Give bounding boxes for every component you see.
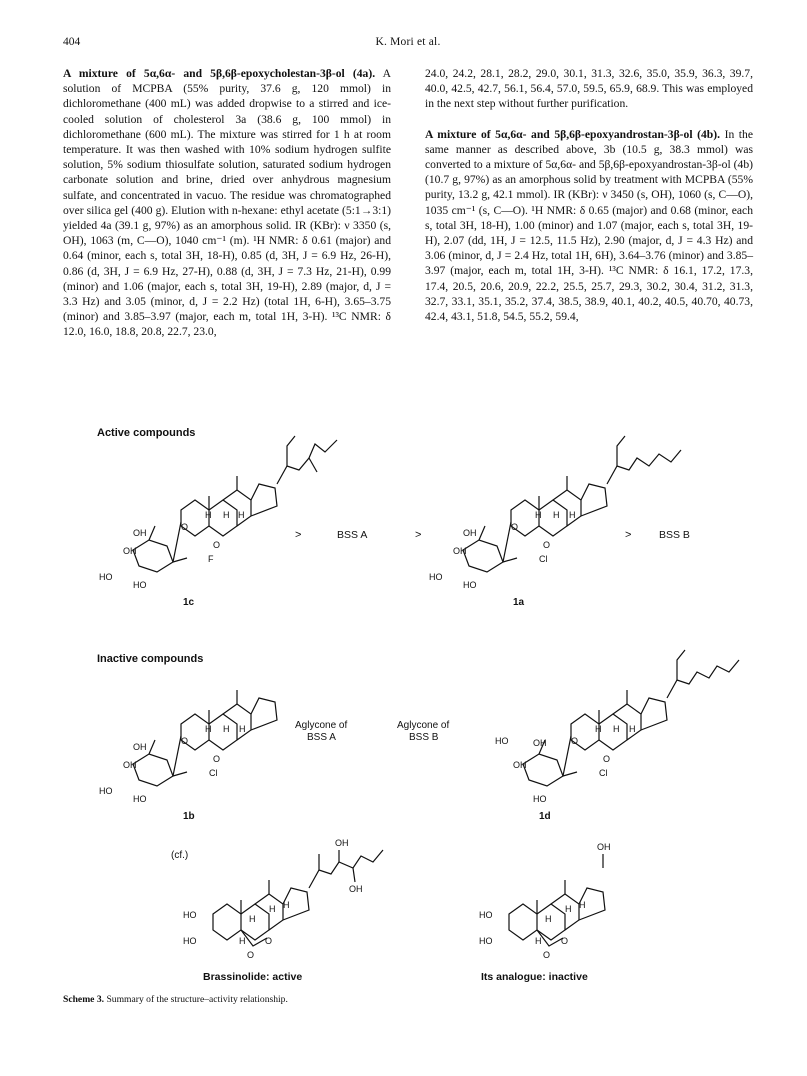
- atom-o: O: [571, 736, 579, 746]
- brassinolide-label: Brassinolide: active: [203, 971, 303, 983]
- atom-h: H: [283, 900, 290, 910]
- atom-oh: OH: [349, 884, 363, 894]
- scheme-svg: [63, 422, 753, 1007]
- atom-h: H: [223, 510, 230, 520]
- inactive-heading: Inactive compounds: [97, 653, 204, 665]
- atom-o: O: [181, 736, 189, 746]
- paragraph-body: A solution of MCPBA (55% purity, 37.6 g, 120 mmol) in dichloromethane (400 mL) was added dropwise to a stirred and ice-cooled solution of cholesterol 3a (38.6 g, 100 mmol) in dichloromethane (600 mL). The mixture was stirred for 1 h at room temperature. It was then washed with 10% sodium hydrogen sulfite solution, 5% sodium thiosulfate solution, saturated sodium hydrogen carbonate solution and brine, dried over anhydrous magnesium sulfate, and concentrated in vacuo. The residue was chromatographed over silica gel (400 g). Elution with n-hexane: ethyl acetate (5:1→3:1) yielded 4a (39.1 g, 97%) as an amorphous solid. IR (KBr): ν 3350 (s, OH), 1063 (m, C—O), 1040 cm⁻¹ (m). ¹H NMR: δ 0.61 (major) and 0.64 (minor, each s, total 3H, 18-H), 0.85 (d, 3H, J = 6.9 Hz, 26-H), 0.86 (d, 3H, J = 6.9 Hz, 27-H), 0.88 (d, 3H, J = 7.3 Hz, 21-H), 0.99 (minor) and 1.06 (major, each s, total 3H, 19-H), 2.89 (major, d, J = 3.3 Hz) and 3.05 (minor, d, J = 2.2 Hz) (total 1H, 6-H), 3.65–3.75 (minor) and 3.85–3.97 (major, each m, total 1H, 3-H). ¹³C NMR: δ 12.0, 16.0, 18.8, 20.8, 22.7, 23.0,: [63, 67, 391, 339]
- atom-oh: OH: [513, 760, 527, 770]
- atom-o: O: [247, 950, 255, 960]
- atom-h: H: [239, 936, 246, 946]
- atom-oh: OH: [133, 528, 147, 538]
- atom-o: O: [213, 540, 221, 550]
- atom-oh: OH: [463, 528, 477, 538]
- atom-ho: HO: [463, 580, 477, 590]
- gt-sign: >: [625, 529, 632, 541]
- atom-f: F: [208, 554, 214, 564]
- atom-h: H: [223, 724, 230, 734]
- aglycone-a-line1: Aglycone of: [295, 720, 348, 731]
- atom-o: O: [603, 754, 611, 764]
- atom-h: H: [569, 510, 576, 520]
- right-column: [425, 66, 753, 324]
- atom-h: H: [239, 724, 246, 734]
- structure-1c: [99, 436, 337, 608]
- atom-h: H: [249, 914, 256, 924]
- atom-oh: OH: [123, 546, 137, 556]
- gt-sign: >: [295, 529, 302, 541]
- atom-o: O: [181, 522, 189, 532]
- atom-oh: OH: [533, 738, 547, 748]
- atom-oh: OH: [133, 742, 147, 752]
- running-title: K. Mori et al.: [375, 36, 441, 48]
- atom-ho: HO: [99, 572, 113, 582]
- atom-ho: HO: [99, 786, 113, 796]
- label-1b: 1b: [183, 811, 195, 822]
- atom-h: H: [238, 510, 245, 520]
- atom-ho: HO: [533, 794, 547, 804]
- paragraph-body: In the same manner as described above, 3b (10.5 g, 38.3 mmol) was converted to a mixture of 5α,6α- and 5β,6β-epoxyandrostan-3β-ol (4b) (10.7 g, 97%) as an amorphous solid by treatment with MCPBA (55% purity, 13.2 g, 42.1 mmol). IR (KBr): ν 3450 (s, OH), 1060 (s, C—O), 1035 cm⁻¹ (s, C—O). ¹H NMR: δ 0.65 (major) and 0.68 (minor, each s, total 3H, 18-H), 1.00 (minor) and 1.07 (major, each s, total 3H, 19-H), 2.07 (dd, 1H, J = 12.5, 11.5 Hz), 2.90 (major, d, J = 4.3 Hz) and 3.06 (minor, d, J = 2.4 Hz, total 1H, 6H), 3.64–3.76 (minor) and 3.85–3.97 (major, each m, total 1H, 3-H). ¹³C NMR: δ 16.1, 17.2, 17.3, 17.4, 20.5, 20.6, 20.9, 22.2, 25.5, 25.7, 29.3, 30.2, 30.4, 31.2, 31.3, 32.7, 33.1, 35.1, 35.2, 37.4, 38.5, 38.9, 40.1, 40.2, 40.5, 40.70, 40.73, 42.4, 43.1, 51.8, 54.5, 55.2, 59.4,: [425, 127, 753, 324]
- atom-h: H: [579, 900, 586, 910]
- paragraph-title: A mixture of 5α,6α- and 5β,6β-epoxyandrostan-3β-ol (4b).: [425, 127, 720, 141]
- structure-analogue: [479, 842, 611, 983]
- bss-b-label: BSS B: [659, 529, 690, 541]
- atom-oh: OH: [335, 838, 349, 848]
- atom-o: O: [213, 754, 221, 764]
- atom-h: H: [205, 510, 212, 520]
- cf-label: (cf.): [171, 850, 189, 861]
- bss-a-label: BSS A: [337, 529, 368, 541]
- paragraph-continued: 24.0, 24.2, 28.1, 28.2, 29.0, 30.1, 31.3, 32.6, 35.0, 35.9, 36.3, 39.7, 40.0, 42.5, 42.7, 56.1, 56.4, 57.0, 59.5, 65.9, 68.9. This was employed in the next step without further purification.: [425, 67, 753, 111]
- atom-ho: HO: [133, 580, 147, 590]
- label-1a: 1a: [513, 597, 525, 608]
- label-1d: 1d: [539, 811, 551, 822]
- page-header: [63, 36, 753, 52]
- atom-o: O: [265, 936, 273, 946]
- paragraph-title: A mixture of 5α,6α- and 5β,6β-epoxycholestan-3β-ol (4a).: [63, 67, 376, 80]
- atom-h: H: [535, 510, 542, 520]
- atom-cl: Cl: [599, 768, 608, 778]
- scheme-figure: [63, 422, 753, 1007]
- paragraph-4a: [63, 66, 391, 340]
- scheme-caption: [63, 994, 288, 1005]
- active-heading: Active compounds: [97, 427, 196, 439]
- atom-h: H: [565, 904, 572, 914]
- page-number: 404: [63, 36, 81, 48]
- atom-ho: HO: [183, 936, 197, 946]
- atom-h: H: [545, 914, 552, 924]
- aglycone-a-line2: BSS A: [307, 732, 336, 743]
- atom-h: H: [613, 724, 620, 734]
- atom-o: O: [543, 950, 551, 960]
- atom-cl: Cl: [209, 768, 218, 778]
- atom-h: H: [629, 724, 636, 734]
- atom-ho: HO: [133, 794, 147, 804]
- structure-1d: [495, 650, 739, 822]
- atom-ho: HO: [495, 736, 509, 746]
- atom-ho: HO: [479, 936, 493, 946]
- atom-ho: HO: [479, 910, 493, 920]
- gt-sign: >: [415, 529, 422, 541]
- structure-1a: [429, 436, 681, 608]
- aglycone-b-line2: BSS B: [409, 732, 439, 743]
- structure-brassinolide: [183, 838, 383, 983]
- atom-o: O: [543, 540, 551, 550]
- atom-h: H: [269, 904, 276, 914]
- left-column: [63, 66, 391, 340]
- paragraph-4b: [425, 127, 753, 325]
- atom-oh: OH: [123, 760, 137, 770]
- structure-1b: [99, 690, 277, 822]
- atom-oh: OH: [453, 546, 467, 556]
- label-1c: 1c: [183, 597, 195, 608]
- atom-ho: HO: [429, 572, 443, 582]
- atom-o: O: [511, 522, 519, 532]
- atom-ho: HO: [183, 910, 197, 920]
- caption-label: Scheme 3.: [63, 994, 105, 1005]
- atom-h: H: [553, 510, 560, 520]
- atom-h: H: [595, 724, 602, 734]
- analogue-label: Its analogue: inactive: [481, 971, 588, 983]
- caption-text: Summary of the structure–activity relationship.: [106, 994, 288, 1005]
- atom-cl: Cl: [539, 554, 548, 564]
- atom-o: O: [561, 936, 569, 946]
- atom-h: H: [205, 724, 212, 734]
- atom-h: H: [535, 936, 542, 946]
- aglycone-b-line1: Aglycone of: [397, 720, 450, 731]
- atom-oh: OH: [597, 842, 611, 852]
